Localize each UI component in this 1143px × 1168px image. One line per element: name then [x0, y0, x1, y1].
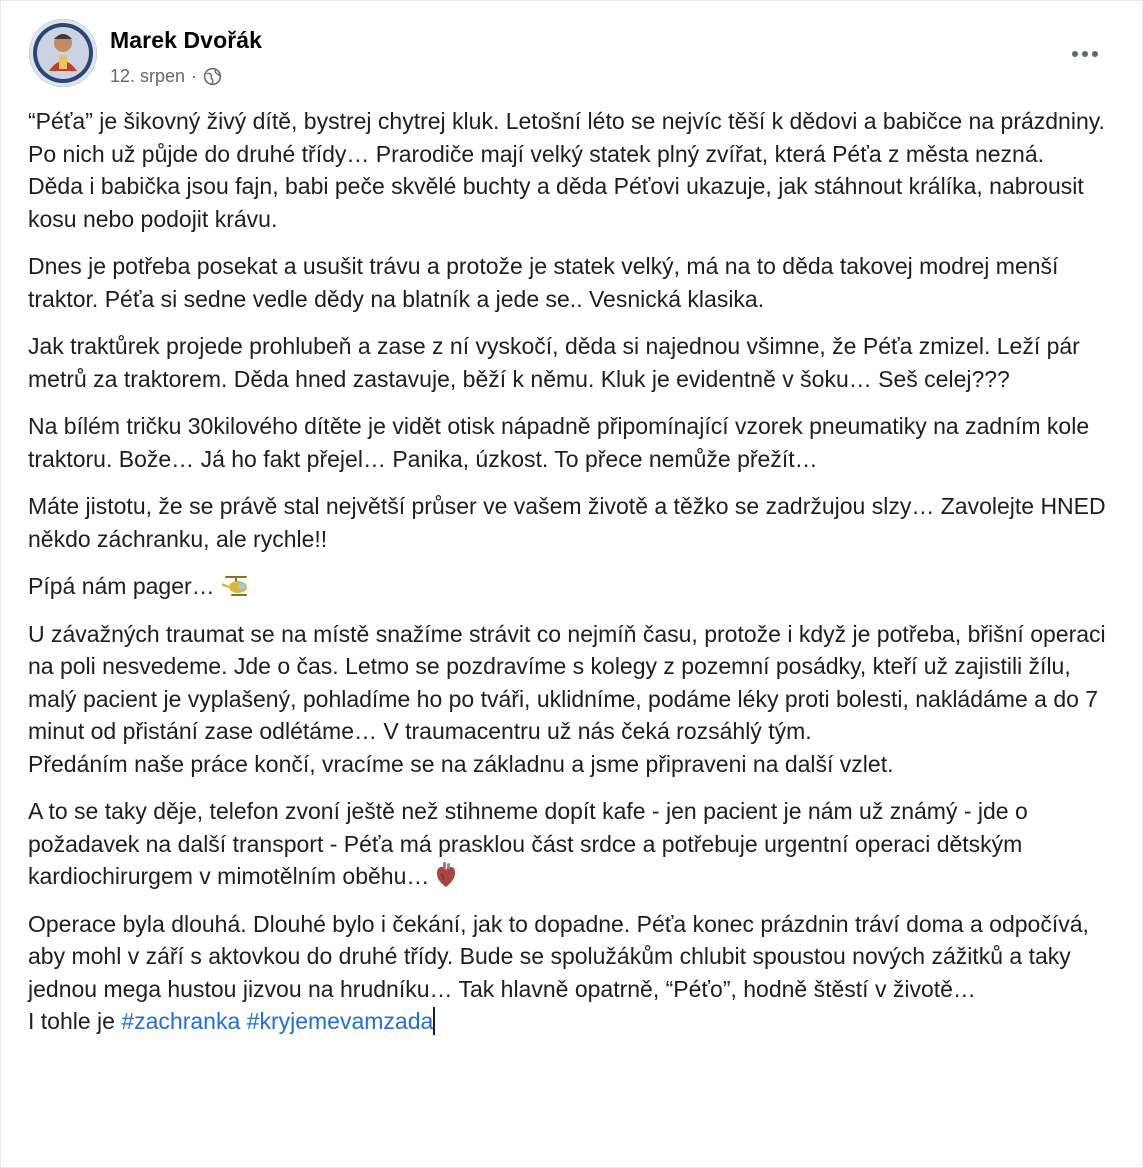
paragraph-5: Máte jistotu, že se právě stal největší průser ve vašem životě a těžko se zadržujou slzy… Zavolejte HNED někdo záchranku, ale rychle!! — [28, 493, 1106, 552]
paragraph-1: “Péťa” je šikovný živý dítě, bystrej chytrej kluk. Letošní léto se nejvíc těší k dědovi a babičce na prázdniny. Po nich už půjde do druhé třídy… Prarodiče mají velký statek plný zvířat, která Péťa z města nezná. Děda i babička jsou fajn, babi peče skvělé buchty a děda Péťovi ukazuje, jak stáhnout králíka, nabrousit kosu nebo podojit krávu. — [28, 108, 1105, 232]
post-date[interactable]: 12. srpen — [110, 65, 186, 86]
meta-separator: · — [191, 65, 198, 86]
more-options-icon[interactable] — [1065, 39, 1105, 69]
paragraph-6: U závažných traumat se na místě snažíme strávit co nejmíň času, protože i když je potřeba, břišní operaci na poli nesvedeme. Jde o čas. Letmo se pozdravíme s kolegy z pozemní posádky, kteří už zajistili žílu, malý pacient je vyplašený, pohladíme ho po tváři, uklidníme, podáme léky proti bolesti, nakládáme a do 7 minut od přistání zase odlétáme… V traumacentru už nás čeká rozsáhlý tým. Předáním naše práce končí, vracíme se na základnu a jsme připraveni na další vzlet. — [28, 620, 1106, 777]
hashtag-kryjemevamzada[interactable]: #kryjemevamzada — [246, 1008, 434, 1034]
paragraph-pager: Pípá nám pager… — [28, 570, 1123, 603]
hashtag-zachranka[interactable]: #zachranka — [121, 1008, 241, 1034]
post-header — [29, 19, 1119, 89]
post-meta — [110, 64, 222, 88]
paragraph-3: Jak traktůrek projede prohlubeň a zase z ní vyskočí, děda si najednou všimne, že Péťa zmizel. Leží pár metrů za traktorem. Děda hned zastavuje, běží k němu. Kluk je evidentně v šoku… Seš celej??? — [28, 333, 1080, 392]
closing-line: I tohle je #zachranka #kryjemevamzada — [28, 1008, 434, 1034]
post-body — [28, 105, 1123, 1038]
author-name[interactable]: Marek Dvořák — [110, 27, 263, 53]
paragraph-7: Operace byla dlouhá. Dlouhé bylo i čekání, jak to dopadne. Péťa konec prázdnin tráví doma a odpočívá, aby mohl v září s aktovkou do druhé třídy. Bude se spolužákům chlubit spoustou nových zážitků a taky jednou mega hustou jizvou na hrudníku… Tak hlavně opatrně, “Péťo”, hodně štěstí v životě… — [28, 910, 1089, 1002]
anatomical-heart-emoji-icon — [435, 862, 457, 888]
helicopter-emoji-icon — [221, 574, 251, 598]
text-cursor — [433, 1007, 435, 1035]
author-avatar[interactable] — [29, 19, 97, 87]
paragraph-4: Na bílém tričku 30kilového dítěte je vidět otisk nápadně připomínající vzorek pneumatiky na zadním kole traktoru. Bože… Já ho fakt přejel… Panika, úzkost. To přece nemůže přežít… — [28, 413, 1090, 472]
paragraph-transport: A to se taky děje, telefon zvoní ještě než stihneme dopít kafe - jen pacient je nám už známý - jde o požadavek na další transport - Péťa má prasklou část srdce a potřebuje urgentní operaci dětským kardiochirurgem v mimotělním oběhu… — [28, 798, 1028, 889]
globe-icon[interactable] — [203, 67, 222, 86]
paragraph-2: Dnes je potřeba posekat a usušit trávu a protože je statek velký, má na to děda takovej modrej menší traktor. Péťa si sedne vedle dědy na blatník a jede se.. Vesnická klasika. — [28, 253, 1059, 312]
